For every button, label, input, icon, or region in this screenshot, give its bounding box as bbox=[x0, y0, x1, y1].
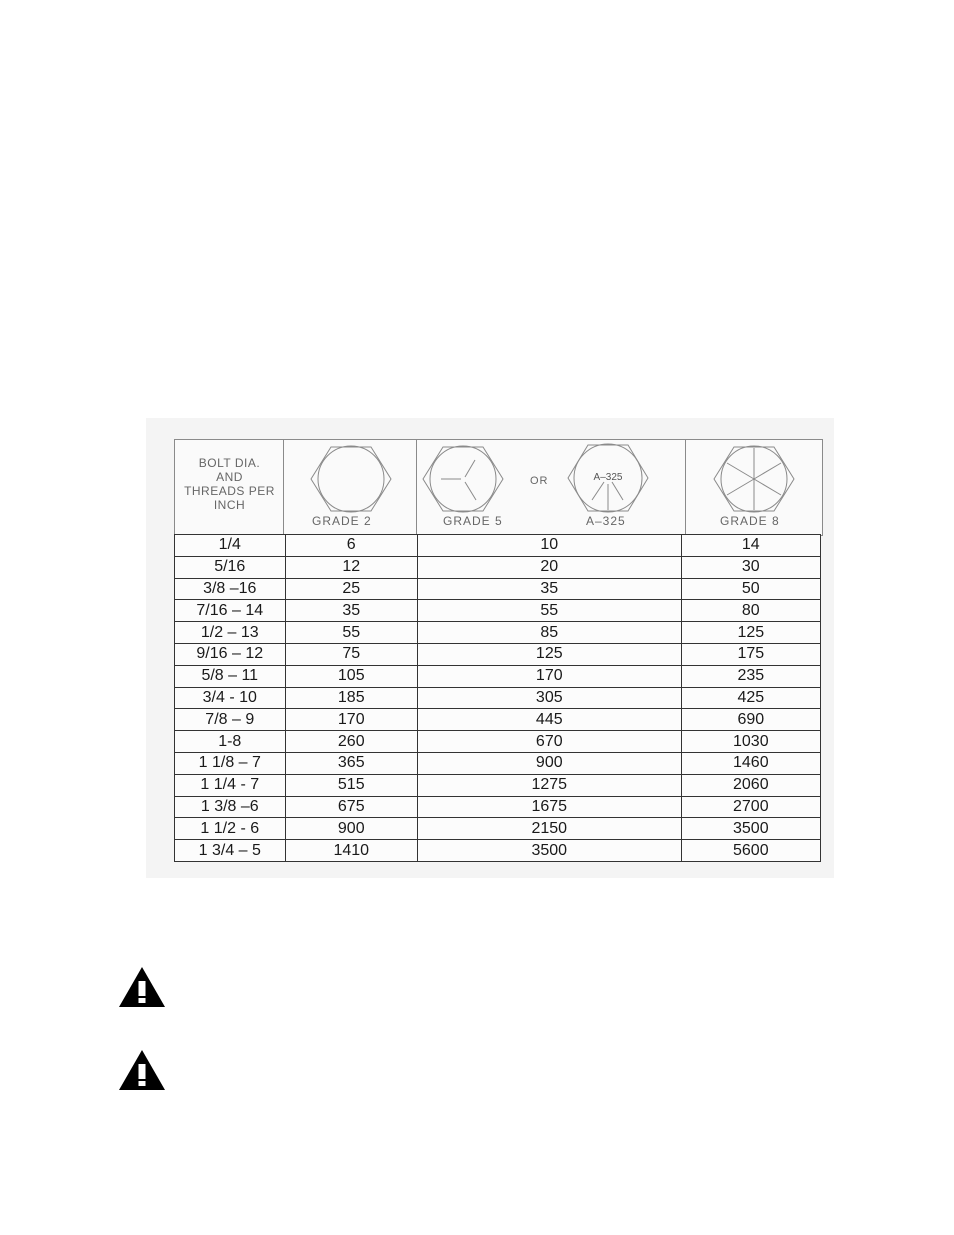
grade-8-cell: 175 bbox=[681, 643, 820, 665]
or-label: OR bbox=[530, 475, 549, 487]
grade-5-cell: 3500 bbox=[417, 840, 681, 862]
grade-8-cell: 690 bbox=[681, 709, 820, 731]
grade-2-cell: 260 bbox=[285, 731, 417, 753]
bolt-size-cell: 9/16 – 12 bbox=[175, 643, 286, 665]
grade-2-cell: 12 bbox=[285, 556, 417, 578]
torque-table bbox=[174, 534, 821, 862]
grade-8-cell: 30 bbox=[681, 556, 820, 578]
table-row bbox=[175, 796, 821, 818]
grade-5-cell: 20 bbox=[417, 556, 681, 578]
table-row bbox=[175, 687, 821, 709]
grade-2-cell: 35 bbox=[285, 600, 417, 622]
bolt-size-cell: 7/16 – 14 bbox=[175, 600, 286, 622]
grade-5-cell: 670 bbox=[417, 731, 681, 753]
grade-5-cell: 1275 bbox=[417, 774, 681, 796]
grade-5-cell: 55 bbox=[417, 600, 681, 622]
a325-label: A–325 bbox=[586, 514, 626, 528]
grade-8-cell: 80 bbox=[681, 600, 820, 622]
bolt-size-cell: 1 1/2 - 6 bbox=[175, 818, 286, 840]
grade-8-label: GRADE 8 bbox=[720, 514, 780, 528]
warning-triangle-icon bbox=[118, 966, 166, 1008]
grade-5-cell: 170 bbox=[417, 665, 681, 687]
table-row bbox=[175, 818, 821, 840]
a325-mark-text: A–325 bbox=[593, 472, 623, 483]
grade-2-cell: 55 bbox=[285, 622, 417, 644]
table-row bbox=[175, 665, 821, 687]
bolt-size-cell: 5/8 – 11 bbox=[175, 665, 286, 687]
grade-5-cell: 305 bbox=[417, 687, 681, 709]
table-header bbox=[174, 439, 823, 536]
grade-8-cell: 2700 bbox=[681, 796, 820, 818]
grade-5-cell: 900 bbox=[417, 752, 681, 774]
grade-2-cell: 365 bbox=[285, 752, 417, 774]
grade-2-cell: 170 bbox=[285, 709, 417, 731]
bolt-size-cell: 1/2 – 13 bbox=[175, 622, 286, 644]
grade-2-cell: 105 bbox=[285, 665, 417, 687]
bolt-size-cell: 1 3/4 – 5 bbox=[175, 840, 286, 862]
grade-2-cell: 75 bbox=[285, 643, 417, 665]
header-grade-2 bbox=[284, 440, 417, 535]
grade-5-cell: 1675 bbox=[417, 796, 681, 818]
grade-5-cell: 35 bbox=[417, 578, 681, 600]
grade-2-cell: 1410 bbox=[285, 840, 417, 862]
table-row bbox=[175, 709, 821, 731]
grade-2-cell: 6 bbox=[285, 535, 417, 557]
grade-8-cell: 3500 bbox=[681, 818, 820, 840]
grade-8-cell: 5600 bbox=[681, 840, 820, 862]
bolt-size-cell: 3/4 - 10 bbox=[175, 687, 286, 709]
bolt-size-cell: 3/8 –16 bbox=[175, 578, 286, 600]
grade-2-cell: 185 bbox=[285, 687, 417, 709]
header-grade-5 bbox=[417, 440, 686, 535]
grade-5-cell: 2150 bbox=[417, 818, 681, 840]
grade-2-cell: 25 bbox=[285, 578, 417, 600]
grade-8-cell: 50 bbox=[681, 578, 820, 600]
table-row bbox=[175, 600, 821, 622]
grade-8-cell: 14 bbox=[681, 535, 820, 557]
grade-2-cell: 675 bbox=[285, 796, 417, 818]
grade-8-cell: 1460 bbox=[681, 752, 820, 774]
grade-8-cell: 425 bbox=[681, 687, 820, 709]
bolt-size-cell: 1-8 bbox=[175, 731, 286, 753]
grade-5-bolt-head-icon bbox=[419, 444, 507, 514]
grade-2-bolt-head-icon bbox=[307, 444, 395, 514]
table-row bbox=[175, 556, 821, 578]
bolt-size-cell: 7/8 – 9 bbox=[175, 709, 286, 731]
grade-5-cell: 85 bbox=[417, 622, 681, 644]
table-row bbox=[175, 752, 821, 774]
grade-8-bolt-head-icon bbox=[710, 444, 798, 514]
bolt-dia-label: BOLT DIA. AND THREADS PER INCH bbox=[184, 456, 275, 512]
grade-5-label: GRADE 5 bbox=[443, 514, 503, 528]
bolt-size-cell: 1 1/4 - 7 bbox=[175, 774, 286, 796]
grade-8-cell: 125 bbox=[681, 622, 820, 644]
header-grade-8 bbox=[686, 440, 822, 535]
grade-2-cell: 515 bbox=[285, 774, 417, 796]
grade-8-cell: 2060 bbox=[681, 774, 820, 796]
grade-2-label: GRADE 2 bbox=[312, 514, 372, 528]
grade-5-cell: 10 bbox=[417, 535, 681, 557]
a325-bolt-head-icon bbox=[565, 442, 651, 514]
grade-8-cell: 235 bbox=[681, 665, 820, 687]
grade-8-cell: 1030 bbox=[681, 731, 820, 753]
table-row bbox=[175, 622, 821, 644]
grade-5-cell: 125 bbox=[417, 643, 681, 665]
table-row bbox=[175, 840, 821, 862]
bolt-size-cell: 1/4 bbox=[175, 535, 286, 557]
header-bolt-dia bbox=[175, 440, 284, 535]
grade-2-cell: 900 bbox=[285, 818, 417, 840]
bolt-size-cell: 1 1/8 – 7 bbox=[175, 752, 286, 774]
table-row bbox=[175, 774, 821, 796]
warning-triangle-icon bbox=[118, 1049, 166, 1091]
bolt-size-cell: 1 3/8 –6 bbox=[175, 796, 286, 818]
table-row bbox=[175, 578, 821, 600]
table-row bbox=[175, 643, 821, 665]
bolt-size-cell: 5/16 bbox=[175, 556, 286, 578]
table-row bbox=[175, 731, 821, 753]
grade-5-cell: 445 bbox=[417, 709, 681, 731]
table-row bbox=[175, 535, 821, 557]
